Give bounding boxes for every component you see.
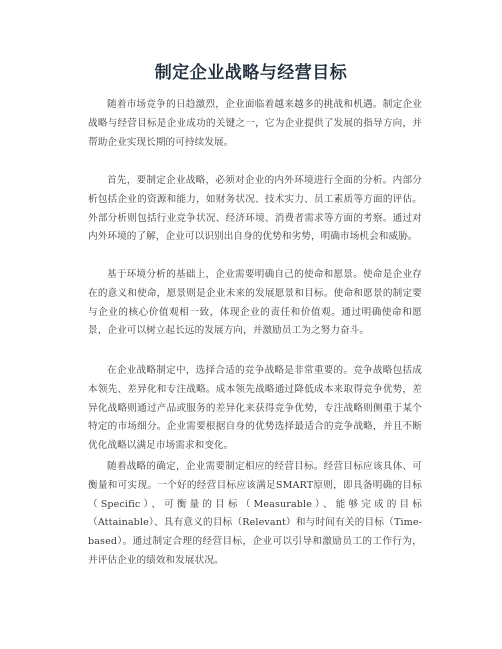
document-title: 制定企业战略与经营目标 — [154, 63, 348, 83]
paragraph-environment-analysis: 首先，要制定企业战略，必须对企业的内外环境进行全面的分析。内部分析包括企业的资源和能力，如财务状况、技术实力、员工素质等方面的评估。外部分析则包括行业竞争状况、经济环境、消费者需求等方面的考察。通过对内外环境的了解，企业可以识别出自身的优势和劣势，明确市场机会和威胁。 — [88, 175, 422, 243]
paragraph-mission-vision: 基于环境分析的基础上，企业需要明确自己的使命和愿景。使命是企业存在的意义和使命，愿景则是企业未来的发展愿景和目标。使命和愿景的制定要与企业的核心价值观相一致，体现企业的责任和价值观。通过明确使命和愿景，企业可以树立起长远的发展方向，并激励员工为之努力奋斗。 — [88, 269, 422, 337]
paragraph-business-objectives: 随着战略的确定，企业需要制定相应的经营目标。经营目标应该具体、可衡量和可实现。一个好的经营目标应该满足SMART原则，即具备明确的目标（Specific）、可衡量的目标（Measurable）、能够完成的目标（Attainable）、具有意义的目标（Relevant）和与时间有关的目标（Time-based）。通过制定合理的经营目标，企业可以引导和激励员工的工作行为，并评估企业的绩效和发展状况。 — [88, 461, 422, 566]
paragraph-intro: 随着市场竞争的日趋激烈，企业面临着越来越多的挑战和机遇。制定企业战略与经营目标是企业成功的关键之一，它为企业提供了发展的指导方向，并帮助企业实现长期的可持续发展。 — [88, 99, 422, 148]
paragraph-competitive-strategy: 在企业战略制定中，选择合适的竞争战略是非常重要的。竞争战略包括成本领先、差异化和专注战略。成本领先战略通过降低成本来取得竞争优势，差异化战略则通过产品或服务的差异化来获得竞争优势，专注战略则侧重于某个特定的市场细分。企业需要根据自身的优势选择最适合的竞争战略，并且不断优化战略以满足市场需求和变化。 — [88, 365, 422, 452]
